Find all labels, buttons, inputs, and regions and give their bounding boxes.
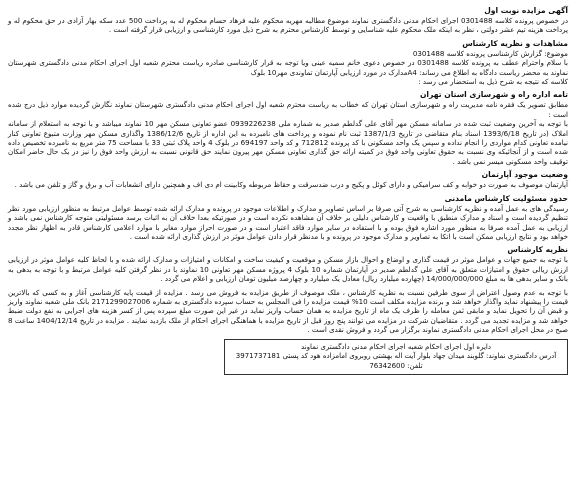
expert-opinion-heading: نظریه کارشناس: [507, 245, 568, 255]
expert-liability-body: رسیدگی های به عمل آمده و نظریه کارشناسی به شرح آتی صرفا بر اساس تصاویر و مدارک و اطلاعات موجود در پرونده و مدارک ارائه شده توسط عوامل مرتبط به منظور ارزیابی مورد نظر تنظیم گردیده است و اسناد و مدارک منطبق با واقعیت و کارشناس دلیلی بر خلاف آن مشاهده نکرده است و در صورتیکه بعدا خلاف آن به اثبات برسد مسئولیتی متوجه کارشناس نمی باشد و ارزیابی به عمل آمده صرفا به منظور مورد اشاره فوق بوده و با استفاده در سایر موارد فاقد اعتبار است و در صورت احراز موارد مغایر با موارد اعلامی کارشناس قادر به اظهار نظر مجدد خواهد بود و نتایج ارزیابی ممکن است با اتکا به تصاویر و مدارک موجود در پرونده و با مدنظر قرار دادن عوامل موثر در ارزش گذاری ارائه شده است .: [8, 203, 568, 241]
observations-heading: مشاهدات و نظریه کارشناس: [462, 38, 568, 48]
expert-liability-heading: حدود مسئولیت کارشناس مامدنی: [444, 193, 568, 203]
court-signature-box: [224, 339, 568, 376]
roads-letter-body: مطابق تصویر یک فقره نامه مدیریت راه و شهرسازی استان تهران که خطاب به ریاست محترم شعبه اول اجرای احکام مدنی دادگستری شهرستان نماوند نگارش گردیده موارد ذیل درج شده است :: [8, 100, 568, 119]
roads-letter-heading: تامه اداره راه و شهرسازی استان تهران: [419, 90, 568, 100]
intro-paragraph: در خصوص پرونده کلاسه 0301488 اجرای احکام مدنی دادگستری نماوند موضوع مطالبه مهریه محکوم علیه فرهاد حسام محکوم له به پرداخت 500 عدد سکه بهار آزادی در حق محکوم له و پرداخت هزینه تیم عشر دولتی ، نظر به اینکه ملک محکوم علیه شناسایی و توسط کارشناس محترم به شرح ذیل مورد کارشناسی و ارزیابی قرار گرفته است .: [8, 16, 568, 35]
roads-letter-detail: با توجه به آخرین وضعیت ثبت شده در سامانه مسکن مهر آقای علی گدلطم صدیر به شماره ملی 0939226238 عضو تعاونی مسکن مهر 10 نماوند میباشد و با توجه به استعلام از سامانه املاک (در تاریخ 1393/6/18 اسناد بنام متقاضی در تاریخ 1387/1/3 ثبت نام نموده و پرداخت های نامبرده به این اداره از تاریخ 1386/12/6 واگذاری مسکن مهر وزارت متبوع تعاونی کنار نیامده تعاونی کدام مواردی را انجام نداده و سپس یک واحد مسکونی با کد پرونده 712812 و کد واحد 694197 در بلوک 4 واحد پلاک ثبتی 33 با مساحت 75 متر مربع به نامبرده تخصیص داده شده است و از آنجائیکه وی نسبت به حقوق تعاونی واحد فوق در کمیته ارائه حق گذاری تعاونی مسکن مهر پیرون نمایند حق قانونی نسبت به ارزش واحد فوق را نیز در یک حال حاضر امکان توقیف واحد مسکونی میسر نمی باشد .: [8, 119, 569, 166]
notice-title: آگهی مزایده نوبت اول: [484, 6, 568, 15]
court-office-name: دایره اول اجرای احکام شعبه اجرای احکام مدنی دادگستری نماوند: [301, 342, 491, 351]
expert-opinion-body: با توجه به جمیع جهات و عوامل موثر در قیمت گذاری و اوضاع و احوال بازار مسکن و موقعیت و کیفیت ساخت و امکانات و امتیازات و مدارک ارائه شده و با لحاظ کلیه عوامل موثر در ارزیابی ارزش ریالی حقوق و امتیازات متعلق به آقای علی گدلطم صدیر در آپارتمان شماره 10 بلوک 4 پروژه مسکن مهر تعاونی 10 نماوند با در نظر گرفتن کلیه عوامل مرتبط و با توجه به بدهی به بانک و سایر بدهی ها به مبلغ 14/000/000/000 (چهارده میلیارد ریال) معادل یک میلیارد و چهارصد میلیون تومان ارزیابی و اعلام می گردد .: [8, 255, 568, 284]
apartment-status-heading: وضعیت موجود آپارتمان: [481, 170, 568, 180]
apartment-status-body: آپارتمان موصوف به صورت دو خوابه و کف سرامیکی و دارای کوئل و پکیج و درب ضدسرقت و حقاظ مربوطه وکابینت ام دی اف و همچنین دارای انشعابات آب و برق و گاز و تلفن می باشد .: [14, 180, 568, 190]
footer: [8, 339, 568, 376]
court-address: آدرس دادگستری نماوند: گلوبند میدان جهاد بلوار آیت اله بهشتی روبروی امامزاده هود کد پستی 3971737181 تلفن: 76342600: [235, 352, 557, 370]
auction-terms-paragraph: با توجه به عدم وصول اعتراض از سوی طرفین نسبت به نظریه کارشناس ، ملک موصوف از طریق مزایده به فروش می رسد . مزایده از قیمت پایه کارشناسی آغاز و به کسی که بالاترین قیمت را پیشنهاد نماید واگذار خواهد شد و برنده مزایده مکلف است 10% قیمت مزایده را فی المجلس به حساب سپرده دادگستری به شماره 2171299027006 بانک ملی شعبه نماوند واریز و قبض آن را تحویل نماید و مابقی ثمن معامله را ظرف یک ماه از تاریخ مزایده به همان حساب واریز نماید در غیر این صورت مبلغ سپرده پس از کسر هزینه های اجرایی به نفع دولت ضبط خواهد شد و مزایده تجدید می گردد . متقاضیان شرکت در مزایده می توانند پنج روز قبل از تاریخ مزایده با هماهنگی اجرای احکام از ملک بازدید نمایند . مزایده در تاریخ 1404/12/14 ساعت 8 صبح در محل اجرای احکام مدنی دادگستری نماوند برگزار می گردد و فروش نقدی است .: [8, 287, 568, 335]
report-paragraph: با سلام واحترام عطف به پرونده کلاسه 0301488 در خصوص دعوی خانم سمیه عینی ویا توجه به قرار کارشناسی صادره ریاست محترم شعبه اول اجرای احکام مدنی دادگستری شهرستان نماوند به محضر ریاست دادگاه به اطلاع می رساند: A4مدارک در مورد ارزیابی آپارتمان تماوندی مهر10 بلوک: [8, 58, 568, 77]
report-note: کلاسه که نتیجه به شرح ذیل به استحضار می رسد :: [418, 77, 568, 87]
report-subject: موضوع: گزارش کارشناسی پرونده کلاسه 0301488: [412, 48, 568, 58]
